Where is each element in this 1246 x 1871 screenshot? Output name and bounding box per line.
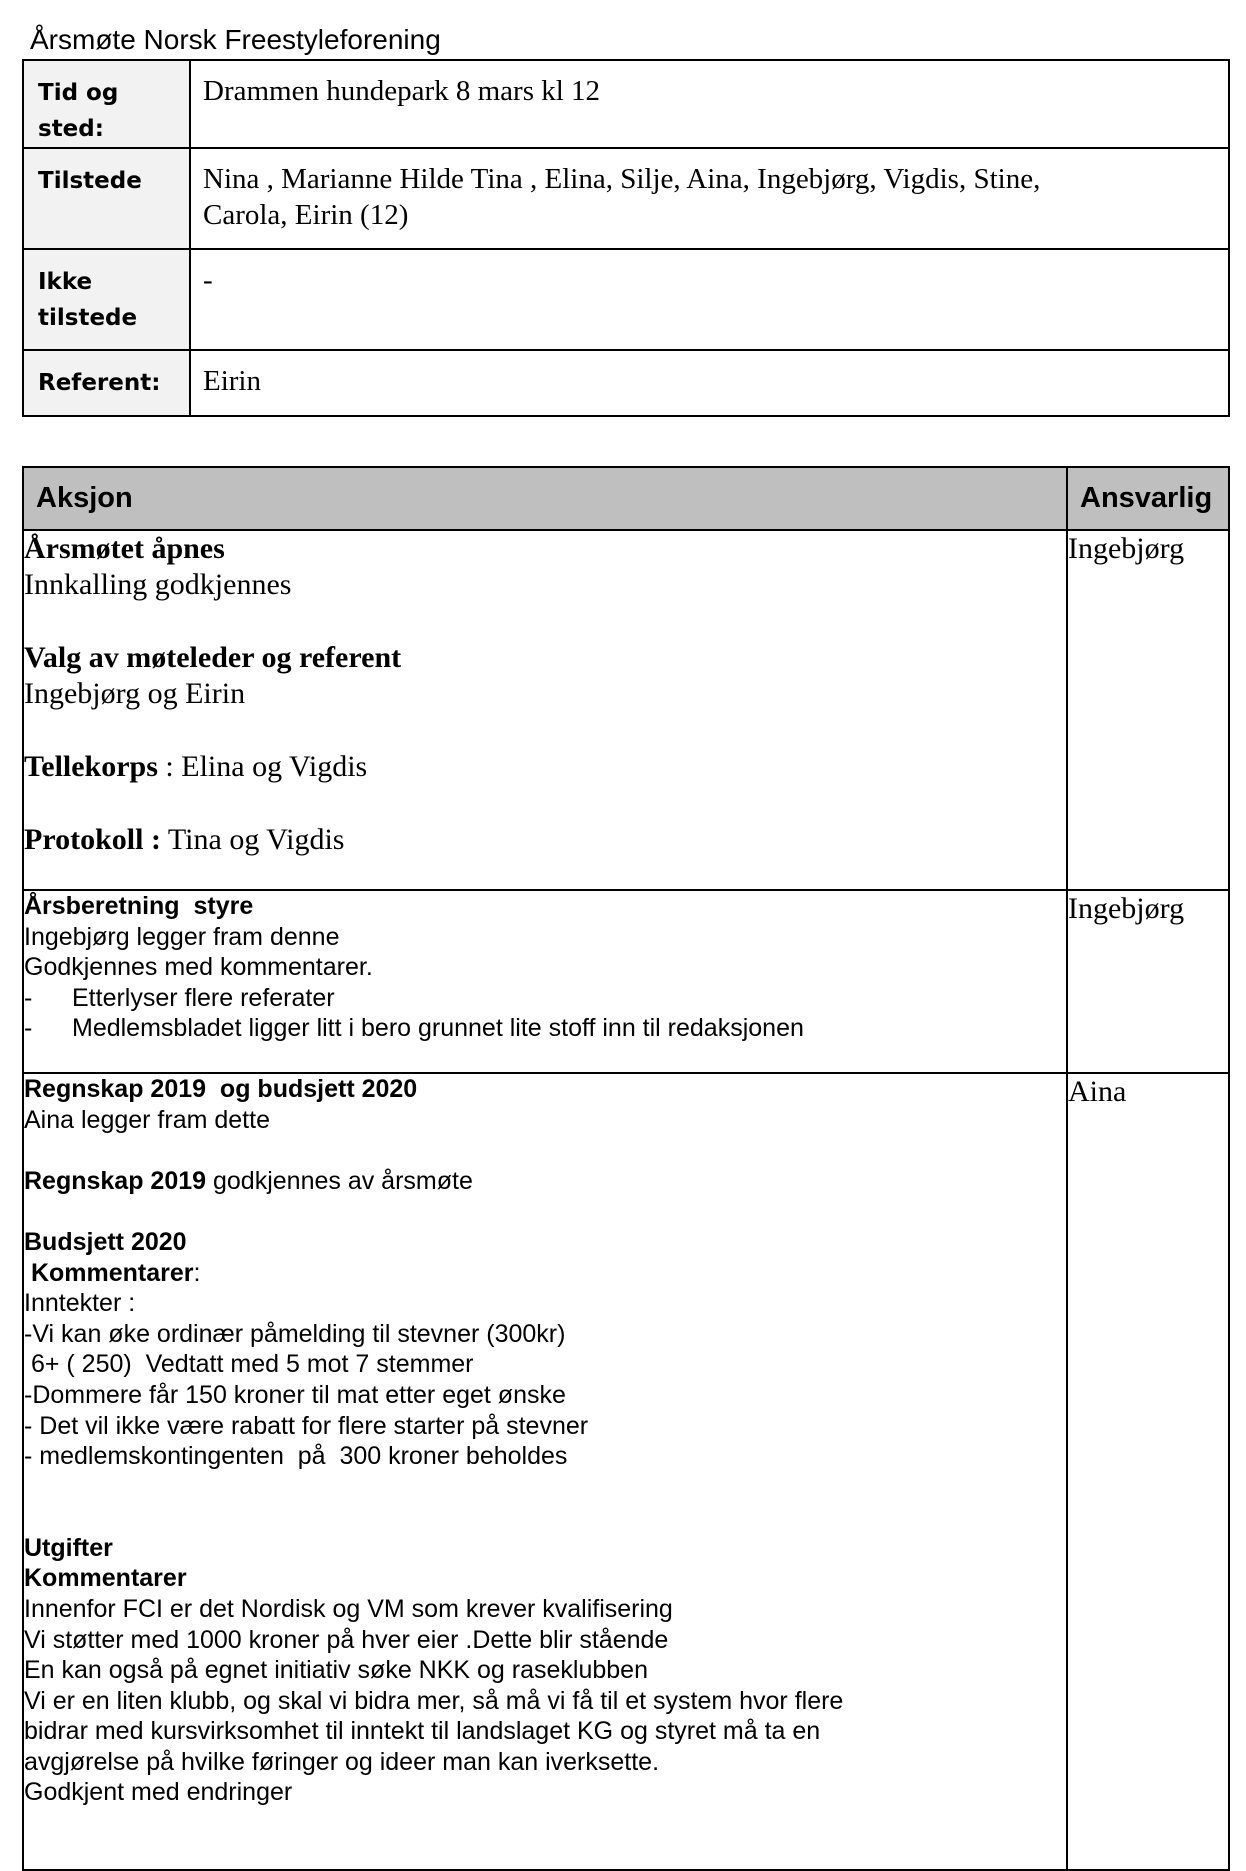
income-line: 6+ ( 250) Vedtatt med 5 mot 7 stemmer bbox=[24, 1350, 474, 1379]
bullet-text: Etterlyser flere referater bbox=[72, 983, 335, 1012]
section-text: Innkalling godkjennes bbox=[24, 568, 292, 601]
accounts-line bbox=[24, 1166, 1066, 1197]
info-value bbox=[190, 148, 1229, 249]
info-row-present bbox=[23, 148, 1229, 249]
income-line: -Dommere får 150 kroner til mat etter eget ønske bbox=[24, 1380, 566, 1409]
absent-label-line: Ikke bbox=[38, 269, 93, 295]
bullet-dash: - bbox=[24, 1014, 33, 1043]
expense-line: Vi er en liten klubb, og skal vi bidra mer, så må vi få til et system hvor flere bbox=[24, 1686, 844, 1715]
accounts-text: godkjennes av årsmøte bbox=[206, 1166, 473, 1195]
section-text: Aina legger fram dette bbox=[24, 1105, 270, 1134]
income-line: -Vi kan øke ordinær påmelding til stevner (300kr) bbox=[24, 1319, 566, 1348]
section-heading: Årsmøtet åpnes bbox=[24, 532, 225, 565]
expense-line: Innenfor FCI er det Nordisk og VM som krever kvalifisering bbox=[24, 1594, 673, 1623]
comments-line: Kommentarer: bbox=[24, 1258, 201, 1287]
info-value: Drammen hundepark 8 mars kl 12 bbox=[190, 60, 1229, 148]
protocol-line bbox=[24, 822, 1066, 858]
action-table bbox=[22, 466, 1230, 1871]
income-line: - medlemskontingenten på 300 kroner beholdes bbox=[24, 1442, 568, 1471]
expenses-heading: Utgifter bbox=[24, 1533, 113, 1562]
protocol-heading: Protokoll : bbox=[24, 823, 161, 856]
info-row-absent bbox=[23, 249, 1229, 350]
section-text: Ingebjørg legger fram denne bbox=[24, 922, 340, 951]
action-cell bbox=[23, 890, 1067, 1073]
header-action: Aksjon bbox=[23, 467, 1067, 530]
expense-line: En kan også på egnet initiativ søke NKK og raseklubben bbox=[24, 1656, 648, 1685]
responsible-cell: Ingebjørg bbox=[1067, 530, 1229, 890]
accounts-bold: Regnskap 2019 bbox=[24, 1166, 207, 1195]
info-label: Referent: bbox=[23, 350, 190, 416]
info-label: Tilstede bbox=[23, 148, 190, 249]
responsible-cell: Aina bbox=[1067, 1073, 1229, 1870]
bullet-dash: - bbox=[24, 983, 33, 1012]
section-heading: Regnskap 2019 og budsjett 2020 bbox=[24, 1075, 418, 1103]
present-line: Carola, Eirin (12) bbox=[203, 199, 409, 231]
header-responsible: Ansvarlig bbox=[1067, 467, 1229, 530]
protocol-text: Tina og Vigdis bbox=[160, 823, 345, 856]
meeting-info-table bbox=[22, 59, 1230, 417]
bullet-text: Medlemsbladet ligger litt i bero grunnet lite stoff inn til redaksjonen bbox=[72, 1014, 804, 1043]
info-row-time-place bbox=[23, 60, 1229, 148]
expense-line: avgjørelse på hvilke føringer og ideer man kan iverksette. bbox=[24, 1747, 660, 1776]
info-value: - bbox=[190, 249, 1229, 350]
absent-label-line: tilstede bbox=[38, 305, 138, 331]
section-heading: Årsberetning styre bbox=[24, 892, 254, 920]
info-label: Tid og sted: bbox=[23, 60, 190, 148]
responsible-cell: Ingebjørg bbox=[1067, 890, 1229, 1073]
bullet-item bbox=[24, 1013, 1066, 1044]
income-line: - Det vil ikke være rabatt for flere starter på stevner bbox=[24, 1411, 589, 1440]
action-table-header bbox=[23, 467, 1229, 530]
document-title: Årsmøte Norsk Freestyleforening bbox=[30, 24, 441, 55]
action-row-accounts-budget bbox=[23, 1073, 1229, 1870]
comments-heading: Kommentarer bbox=[24, 1258, 194, 1287]
counting-text: : Elina og Vigdis bbox=[157, 750, 368, 783]
expenses-comments-heading: Kommentarer bbox=[24, 1564, 187, 1593]
info-label bbox=[23, 249, 190, 350]
present-line: Nina , Marianne Hilde Tina , Elina, Silje, Aina, Ingebjørg, Vigdis, Stine, bbox=[203, 163, 1041, 195]
counting-line bbox=[24, 749, 1066, 785]
income-line: Inntekter : bbox=[24, 1289, 136, 1318]
section-heading: Valg av møteleder og referent bbox=[24, 641, 402, 674]
action-cell bbox=[23, 1073, 1067, 1870]
action-row-annual-report bbox=[23, 890, 1229, 1073]
counting-heading: Tellekorps bbox=[24, 750, 158, 783]
expense-line: Godkjent med endringer bbox=[24, 1778, 293, 1807]
section-text: Ingebjørg og Eirin bbox=[24, 677, 246, 710]
info-row-secretary bbox=[23, 350, 1229, 416]
section-text: Godkjennes med kommentarer. bbox=[24, 953, 373, 982]
expense-line: bidrar med kursvirksomhet til inntekt til landslaget KG og styret må ta en bbox=[24, 1717, 821, 1746]
info-value: Eirin bbox=[190, 350, 1229, 416]
expense-line: Vi støtter med 1000 kroner på hver eier .Dette blir stående bbox=[24, 1625, 669, 1654]
action-row-opening bbox=[23, 530, 1229, 890]
action-cell bbox=[23, 530, 1067, 890]
budget-heading: Budsjett 2020 bbox=[24, 1227, 187, 1256]
bullet-item bbox=[24, 983, 1066, 1014]
